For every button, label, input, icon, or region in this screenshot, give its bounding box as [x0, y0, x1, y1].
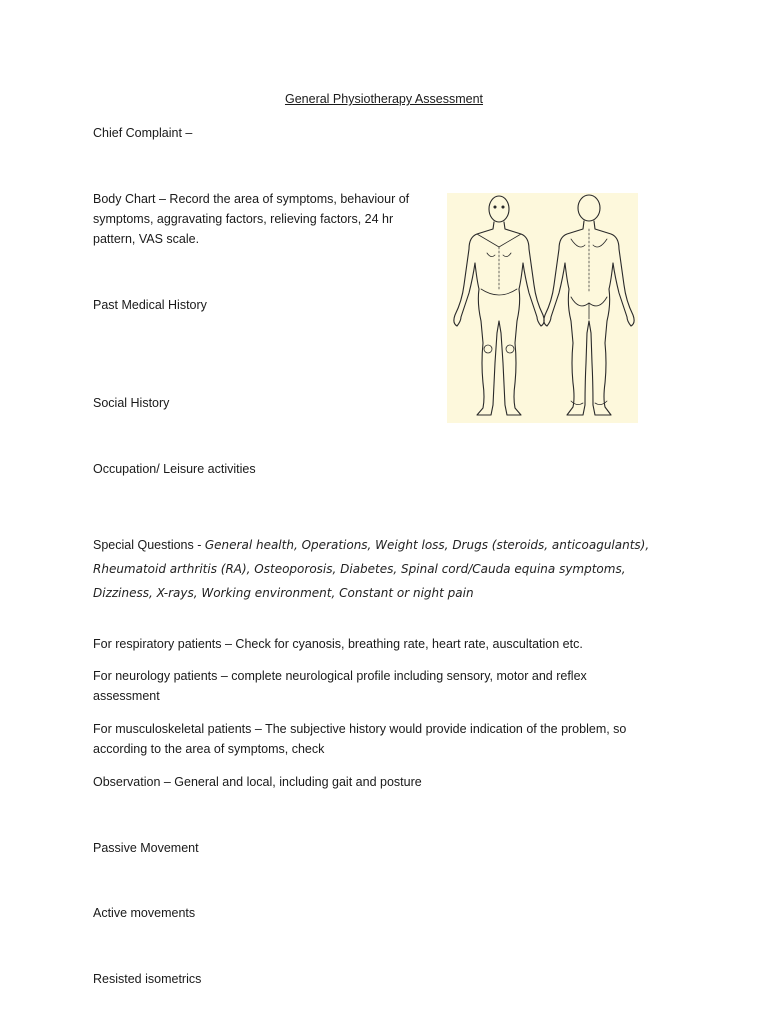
special-questions-list: General health, Operations, Weight loss, Drugs (steroids, anticoagulants), Rheumatoid arthritis (RA), Osteoporosis, Diabetes, Spinal cord/Cauda equina symptoms, Dizziness, X-rays, Working environment, Constant or night pain	[93, 538, 650, 600]
passive-movement-heading: Passive Movement	[93, 841, 199, 855]
chief-complaint-heading: Chief Complaint –	[93, 126, 193, 140]
active-movements-heading: Active movements	[93, 906, 196, 920]
page-title: General Physiotherapy Assessment	[284, 92, 484, 106]
body-chart-figure	[447, 193, 638, 423]
social-history-heading: Social History	[93, 396, 170, 410]
back-body-outline	[544, 195, 634, 415]
resisted-isometrics-heading: Resisted isometrics	[93, 972, 202, 986]
body-chart-heading: Body Chart – Record the area of symptoms, behaviour of symptoms, aggravating factors, relieving factors, 24 hr pattern, VAS scale.	[93, 192, 410, 246]
body-chart-illustration	[447, 193, 638, 423]
respiratory-paragraph: For respiratory patients – Check for cyanosis, breathing rate, heart rate, auscultation etc.	[93, 637, 583, 651]
occupation-heading: Occupation/ Leisure activities	[93, 462, 256, 476]
special-questions-paragraph	[93, 533, 683, 605]
past-medical-history-heading: Past Medical History	[93, 298, 207, 312]
special-questions-label: Special Questions -	[93, 538, 205, 552]
neurology-paragraph: For neurology patients – complete neurological profile including sensory, motor and reflex assessment	[93, 669, 587, 703]
musculoskeletal-paragraph: For musculoskeletal patients – The subjective history would provide indication of the problem, so according to the area of symptoms, check	[93, 722, 627, 756]
front-body-outline	[454, 196, 544, 415]
observation-paragraph: Observation – General and local, including gait and posture	[93, 775, 422, 789]
